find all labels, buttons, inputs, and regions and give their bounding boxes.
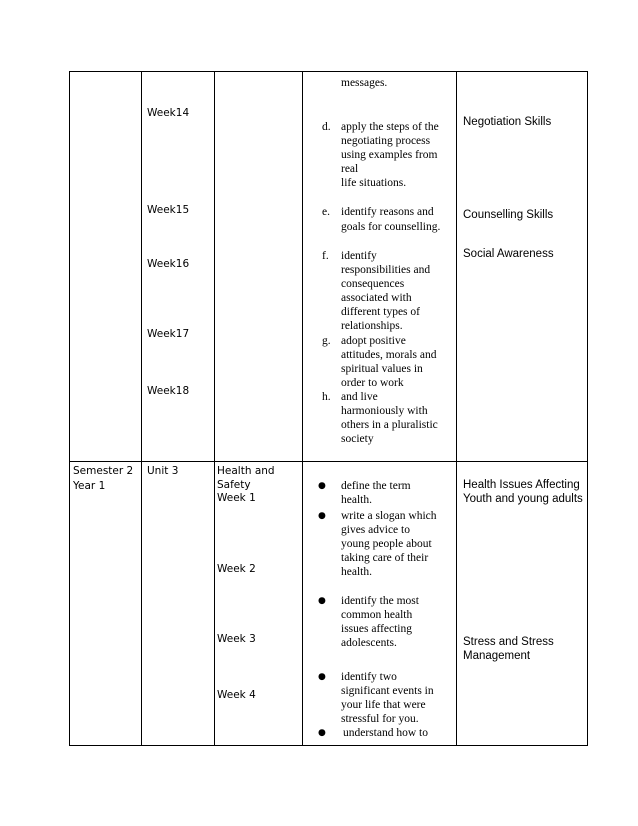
- row-divider: [69, 461, 588, 462]
- topic-line: Safety: [217, 479, 251, 491]
- skill-label: Youth and young adults: [463, 493, 583, 505]
- column-divider: [456, 71, 457, 746]
- objective-line: apply the steps of the: [341, 121, 439, 133]
- objective-line: gives advice to: [341, 524, 410, 536]
- objective-marker: d.: [322, 121, 331, 133]
- week-label: Week15: [147, 204, 190, 216]
- objective-line: spiritual values in: [341, 363, 423, 375]
- objective-line: real: [341, 163, 359, 175]
- objective-marker: e.: [322, 206, 330, 218]
- objective-line: health.: [341, 566, 372, 578]
- week-label: Week 4: [217, 689, 256, 701]
- objective-marker: f.: [322, 250, 329, 262]
- bullet-icon: ●: [318, 728, 326, 738]
- table-border-left: [69, 71, 70, 746]
- objective-line: stressful for you.: [341, 713, 419, 725]
- week-label: Week16: [147, 258, 190, 270]
- column-divider: [141, 71, 142, 746]
- objective-line: relationships.: [341, 320, 403, 332]
- curriculum-table: [69, 71, 588, 746]
- objective-marker: g.: [322, 335, 331, 347]
- objective-line: understand how to: [343, 727, 428, 739]
- objective-line: different types of: [341, 306, 420, 318]
- table-border-right: [587, 71, 588, 746]
- week-label: Week 2: [217, 563, 256, 575]
- objective-line: negotiating process: [341, 135, 431, 147]
- week-label: Week 3: [217, 633, 256, 645]
- skill-label: Stress and Stress: [463, 636, 554, 648]
- column-divider: [302, 71, 303, 746]
- bullet-icon: ●: [318, 481, 326, 491]
- objective-line: others in a pluralistic: [341, 419, 438, 431]
- objective-line: harmoniously with: [341, 405, 428, 417]
- objective-line: using examples from: [341, 149, 438, 161]
- semester-label: Semester 2: [73, 465, 134, 477]
- skill-label: Health Issues Affecting: [463, 479, 580, 491]
- objective-line: society: [341, 433, 374, 445]
- table-border-bottom: [69, 745, 588, 746]
- objective-line: identify the most: [341, 595, 419, 607]
- year-label: Year 1: [73, 480, 106, 492]
- skill-label: Management: [463, 650, 531, 662]
- objective-line: define the term: [341, 480, 411, 492]
- bullet-icon: ●: [318, 672, 326, 682]
- week-label: Week 1: [217, 492, 256, 504]
- unit-label: Unit 3: [147, 465, 179, 477]
- skill-label: Social Awareness: [463, 248, 554, 260]
- objective-line: significant events in: [341, 685, 434, 697]
- objective-line: taking care of their: [341, 552, 429, 564]
- topic-line: Health and: [217, 465, 275, 477]
- objective-line: adopt positive: [341, 335, 406, 347]
- objective-line: consequences: [341, 278, 405, 290]
- objective-line: young people about: [341, 538, 432, 550]
- objective-line: order to work: [341, 377, 404, 389]
- objective-line: write a slogan which: [341, 510, 437, 522]
- objective-line: messages.: [341, 77, 388, 89]
- bullet-icon: ●: [318, 596, 326, 606]
- bullet-icon: ●: [318, 511, 326, 521]
- objective-line: identify: [341, 250, 377, 262]
- week-label: Week14: [147, 107, 190, 119]
- objective-line: adolescents.: [341, 637, 397, 649]
- objective-line: and live: [341, 391, 378, 403]
- week-label: Week17: [147, 328, 190, 340]
- objective-line: common health: [341, 609, 413, 621]
- objective-line: issues affecting: [341, 623, 413, 635]
- objective-line: attitudes, morals and: [341, 349, 437, 361]
- week-label: Week18: [147, 385, 190, 397]
- objective-line: your life that were: [341, 699, 426, 711]
- objective-line: life situations.: [341, 177, 407, 189]
- objective-marker: h.: [322, 391, 331, 403]
- objective-line: goals for counselling.: [341, 221, 441, 233]
- skill-label: Negotiation Skills: [463, 116, 552, 128]
- skill-label: Counselling Skills: [463, 209, 554, 221]
- objective-line: associated with: [341, 292, 412, 304]
- objective-line: health.: [341, 494, 372, 506]
- table-border-top: [69, 71, 588, 72]
- column-divider: [214, 71, 215, 746]
- objective-line: identify reasons and: [341, 206, 434, 218]
- objective-line: identify two: [341, 671, 397, 683]
- objective-line: responsibilities and: [341, 264, 431, 276]
